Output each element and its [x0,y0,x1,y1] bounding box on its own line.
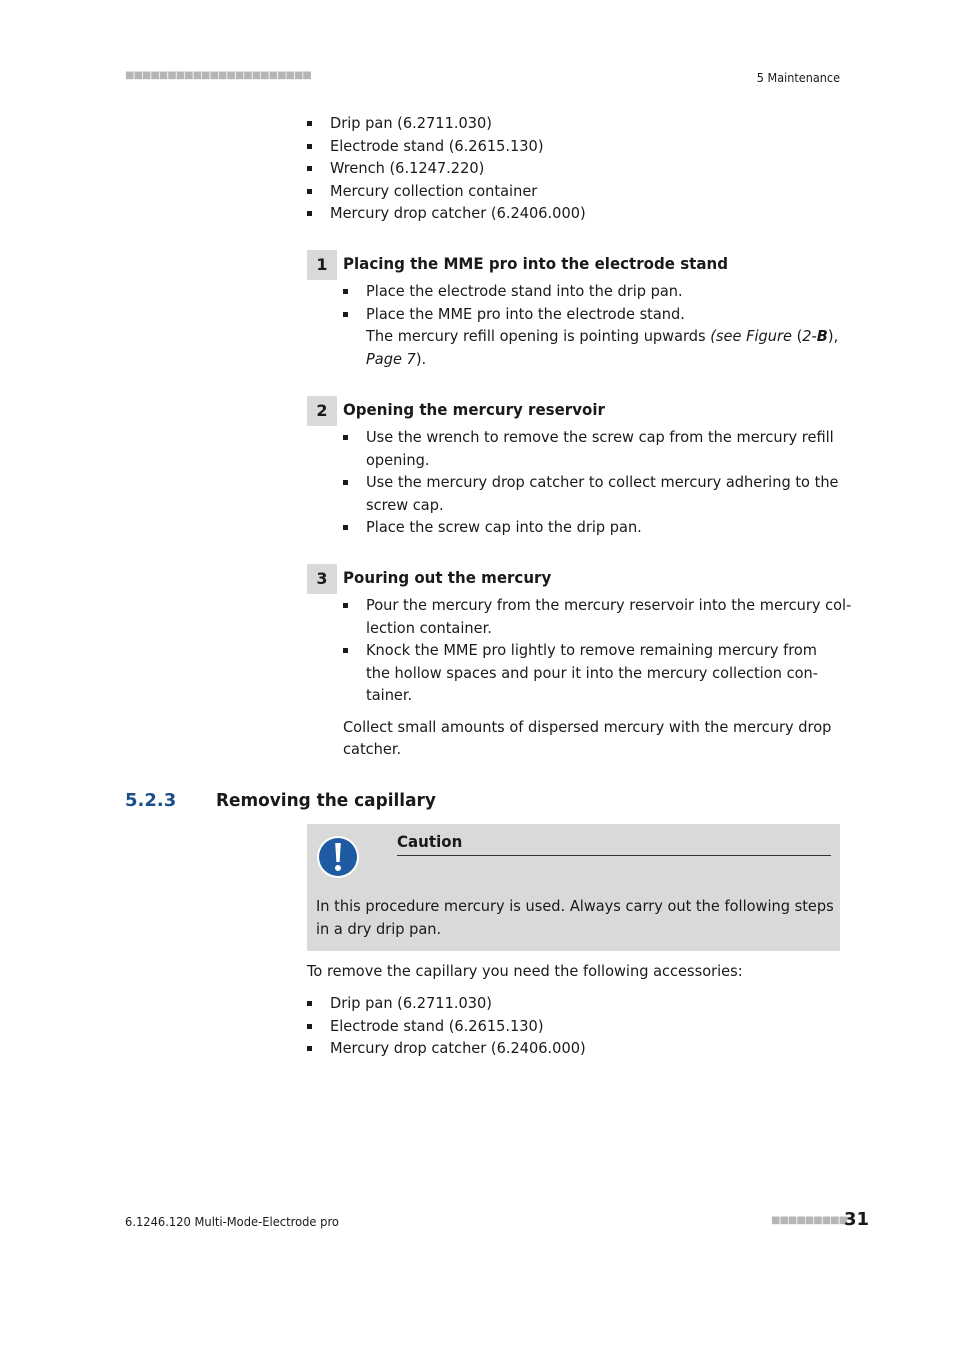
intro-text: To remove the capillary you need the following accessories: [307,962,743,980]
list-item: Mercury collection container [307,180,837,203]
list-item: Use the wrench to remove the screw cap from the mercury refill opening. [343,426,843,471]
step-number-1: 1 [307,250,337,280]
list-item: Drip pan (6.2711.030) [307,992,837,1015]
list-item: Place the screw cap into the drip pan. [343,516,843,539]
accessories-list-top [307,112,837,225]
caution-title: Caution [397,832,463,851]
list-item: Electrode stand (6.2615.130) [307,1015,837,1038]
caution-text: In this procedure mercury is used. Always carry out the following steps in a dry drip pan. [316,897,834,938]
step-number-2: 2 [307,396,337,426]
footer-decoration: ■■■■■■■■■ [771,1215,848,1226]
step-title-3: Pouring out the mercury [343,568,552,587]
step-title-2: Opening the mercury reservoir [343,400,605,419]
list-item: Mercury drop catcher (6.2406.000) [307,202,837,225]
step-content-1 [343,280,843,370]
page-number: 31 [844,1209,870,1230]
step-title-1: Placing the MME pro into the electrode stand [343,254,728,273]
list-item: Knock the MME pro lightly to remove remaining mercury from the hollow spaces and pour it into the mercury collection con- tainer. [343,639,843,707]
list-item: Drip pan (6.2711.030) [307,112,837,135]
section-title: Removing the capillary [216,790,436,811]
list-item: Place the MME pro into the electrode stand. The mercury refill opening is pointing upwards (see Figure (2-B), Page 7). [343,303,843,371]
exclamation-icon [316,835,360,879]
step-note: Collect small amounts of dispersed mercury with the mercury drop catcher. [343,717,832,758]
list-item: Electrode stand (6.2615.130) [307,135,837,158]
list-item: Mercury drop catcher (6.2406.000) [307,1037,837,1060]
caution-box [307,824,840,951]
step-number-3: 3 [307,564,337,594]
footer-document-title: 6.1246.120 Multi-Mode-Electrode pro [125,1214,339,1229]
caution-divider [397,855,831,856]
step-content-3 [343,594,852,761]
list-item: Place the electrode stand into the drip pan. [343,280,843,303]
header-chapter: 5 Maintenance [756,70,840,85]
list-item: Wrench (6.1247.220) [307,157,837,180]
header-decoration: ■■■■■■■■■■■■■■■■■■■■■■ [125,70,311,81]
accessories-list-bottom [307,992,837,1060]
list-item: Use the mercury drop catcher to collect mercury adhering to the screw cap. [343,471,843,516]
list-item: Pour the mercury from the mercury reservoir into the mercury col- lection container. [343,594,843,639]
step-content-2 [343,426,843,539]
section-number: 5.2.3 [125,790,177,811]
